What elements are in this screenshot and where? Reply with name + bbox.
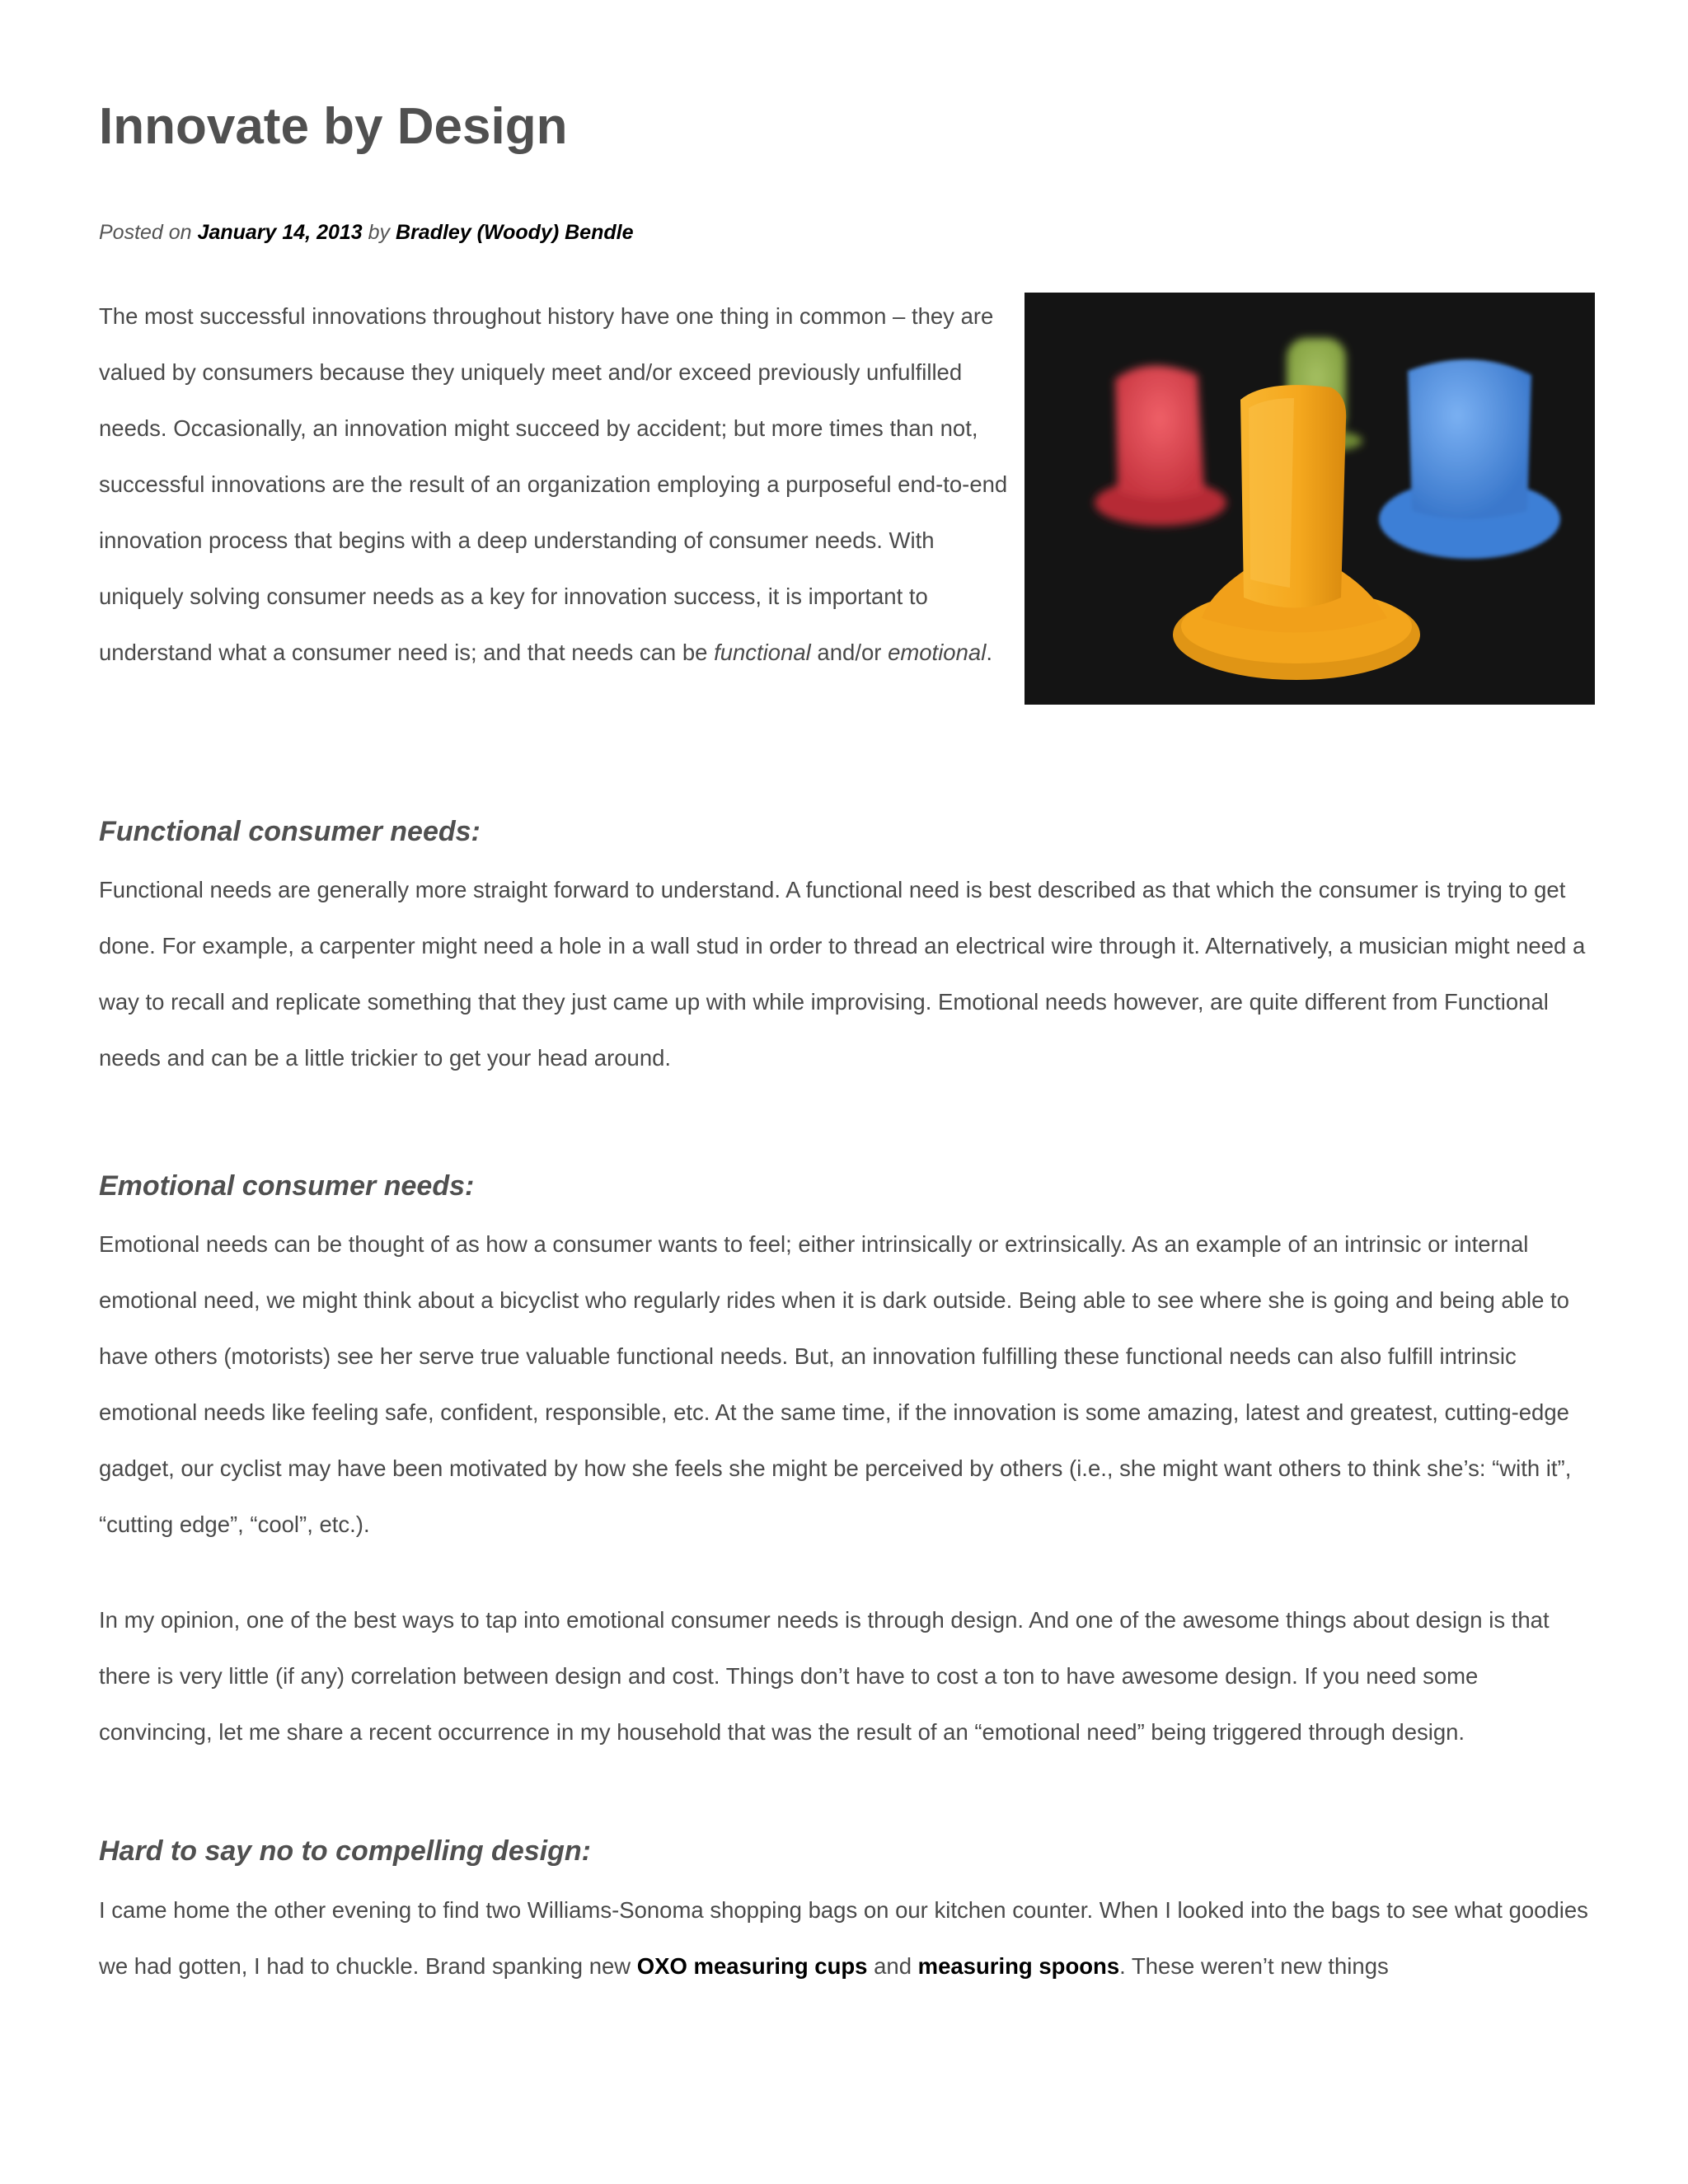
emotional-paragraph-2: In my opinion, one of the best ways to tap into emotional consumer needs is through design. And one of the awesome things about design is that there is very little (if any) correlation between design and cost. Things don’t have to cost a ton to have awesome design. If you need some convincing, let me share a recent occurrence in my household that was the result of an “emotional need” being triggered through design. xyxy=(99,1607,1550,1745)
post-date-link[interactable]: January 14, 2013 xyxy=(197,221,363,244)
section-heading-functional: Functional consumer needs: xyxy=(99,816,481,847)
intro-text-2: and/or xyxy=(810,640,889,665)
posted-on-label: Posted on xyxy=(99,221,192,244)
measuring-spoons-link[interactable]: measuring spoons xyxy=(917,1953,1120,1979)
page-title: Innovate by Design xyxy=(99,98,568,155)
functional-paragraph: Functional needs are generally more straight forward to understand. A functional need is best described as that which the consumer is trying to get done. For example, a carpenter might need a hole in a wall stud in order to thread an electrical wire through it. Alternatively, a musician might need a way to recall and replicate something that they just came up with while improvising. Emotional needs however, are quite different from Functional needs and can be a little trickier to get your head around. xyxy=(99,877,1586,1071)
section-heading-emotional: Emotional consumer needs: xyxy=(99,1170,475,1202)
intro-text-1: The most successful innovations throughout history have one thing in common – they are valued by consumers because they uniquely meet and/or exceed previously unfulfilled needs. Occasionally, an innovation might succeed by accident; but more times than not, successful innovations are the result of an organization employing a purposeful end-to-end innovation process that begins with a deep understanding of consumer needs. With uniquely solving consumer needs as a key for innovation success, it is important to understand what a consumer need is; and that needs can be xyxy=(99,303,1008,665)
oxo-measuring-cups-link[interactable]: OXO measuring cups xyxy=(636,1953,868,1979)
emotional-paragraph-1: Emotional needs can be thought of as how a consumer wants to feel; either intrinsically or extrinsically. As an example of an intrinsic or internal emotional need, we might think about a bicyclist who regularly rides when it is dark outside. Being able to see where she is going and being able to have others (motorists) see her serve true valuable functional needs. But, an innovation fulfilling these functional needs can also fulfill intrinsic emotional needs like feeling safe, confident, responsible, etc. At the same time, if the innovation is some amazing, latest and greatest, cutting-edge gadget, our cyclist may have been motivated by how she feels she might be perceived by others (i.e., she might want others to think she’s: “with it”, “cutting edge”, “cool”, etc.). xyxy=(99,1231,1572,1537)
intro-emphasis-emotional: emotional xyxy=(888,640,987,665)
section-heading-compelling: Hard to say no to compelling design: xyxy=(99,1835,591,1867)
post-meta xyxy=(99,219,633,246)
hero-image xyxy=(1025,293,1595,705)
compelling-paragraph xyxy=(99,1882,1595,1994)
by-label: by xyxy=(368,221,391,244)
colorful-pegs-icon xyxy=(1025,293,1595,705)
compelling-text-3: . These weren’t new things xyxy=(1119,1953,1389,1979)
compelling-text-1: I came home the other evening to find two Williams-Sonoma shopping bags on our kitchen counter. When I looked into the bags to see what goodies we had gotten, I had to chuckle. Brand spanking new xyxy=(99,1897,1588,1979)
author-link[interactable]: Bradley (Woody) Bendle xyxy=(396,221,634,244)
intro-paragraph xyxy=(99,288,1014,681)
intro-emphasis-functional: functional xyxy=(714,640,811,665)
compelling-text-2: and xyxy=(867,1953,918,1979)
intro-text-3: . xyxy=(986,640,992,665)
